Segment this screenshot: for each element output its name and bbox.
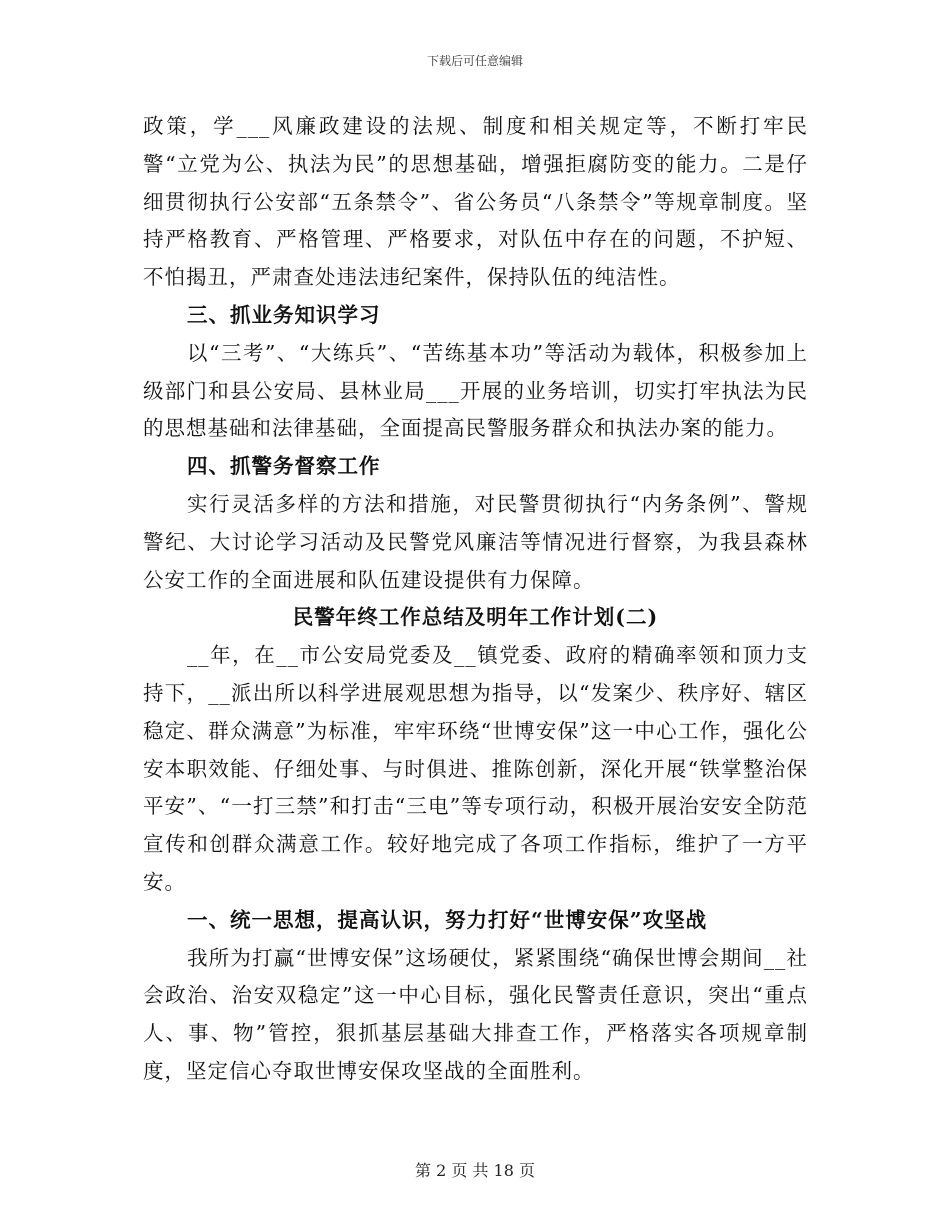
paragraph-supervision: 实行灵活多样的方法和措施，对民警贯彻执行“内务条例”、警规警纪、大讨论学习活动及民警党风廉洁等情况进行督察，为我县森林公安工作的全面进展和队伍建设提供有力保障。 bbox=[143, 491, 808, 592]
paragraph-expo-security: 我所为打赢“世博安保”这场硬仗，紧紧围绕“确保世博会期间__社会政治、治安双稳定”这一中心目标，强化民警责任意识，突出“重点人、事、物”管控，狠抓基层基础大排查工作，严格落实各项规章制度，坚定信心夺取世博安保攻坚战的全面胜利。 bbox=[143, 945, 808, 1083]
heading-business-knowledge: 三、抓业务知识学习 bbox=[187, 302, 381, 327]
heading-unify-thinking: 一、统一思想，提高认识，努力打好“世博安保”攻坚战 bbox=[187, 907, 708, 932]
section-title: 民警年终工作总结及明年工作计划(二) bbox=[292, 605, 659, 630]
page-number: 第 2 页 共 18 页 bbox=[415, 1161, 535, 1180]
paragraph-policy-study: 政策，学___风廉政建设的法规、制度和相关规定等，不断打牢民警“立党为公、执法为民”的思想基础，增强拒腐防变的能力。二是仔细贯彻执行公安部“五条禁令”、省公务员“八条禁令”等规章制度。坚持严格教育、严格管理、严格要求，对队伍中存在的问题，不护短、不怕揭丑，严肃查处违法违纪案件，保持队伍的纯洁性。 bbox=[143, 114, 808, 290]
paragraph-year-summary: __年，在__市公安局党委及__镇党委、政府的精确率领和顶力支持下，__派出所以科学进展观思想为指导，以“发案少、秩序好、辖区稳定、群众满意”为标准，牢牢环绕“世博安保”这一中心工作，强化公安本职效能、仔细处事、与时俱进、推陈创新，深化开展“铁掌整治保平安”、“一打三禁”和打击“三电”等专项行动，积极开展治安安全防范宣传和创群众满意工作。较好地完成了各项工作指标，维护了一方平安。 bbox=[143, 643, 808, 894]
header-note: 下载后可任意编辑 bbox=[426, 54, 523, 68]
document-body bbox=[143, 108, 808, 1091]
paragraph-business-training: 以“三考”、“大练兵”、“苦练基本功”等活动为载体，积极参加上级部门和县公安局、县林业局___开展的业务培训，切实打牢执法为民的思想基础和法律基础，全面提高民警服务群众和执法办案的能力。 bbox=[143, 340, 808, 441]
heading-police-supervision: 四、抓警务督察工作 bbox=[187, 454, 381, 479]
